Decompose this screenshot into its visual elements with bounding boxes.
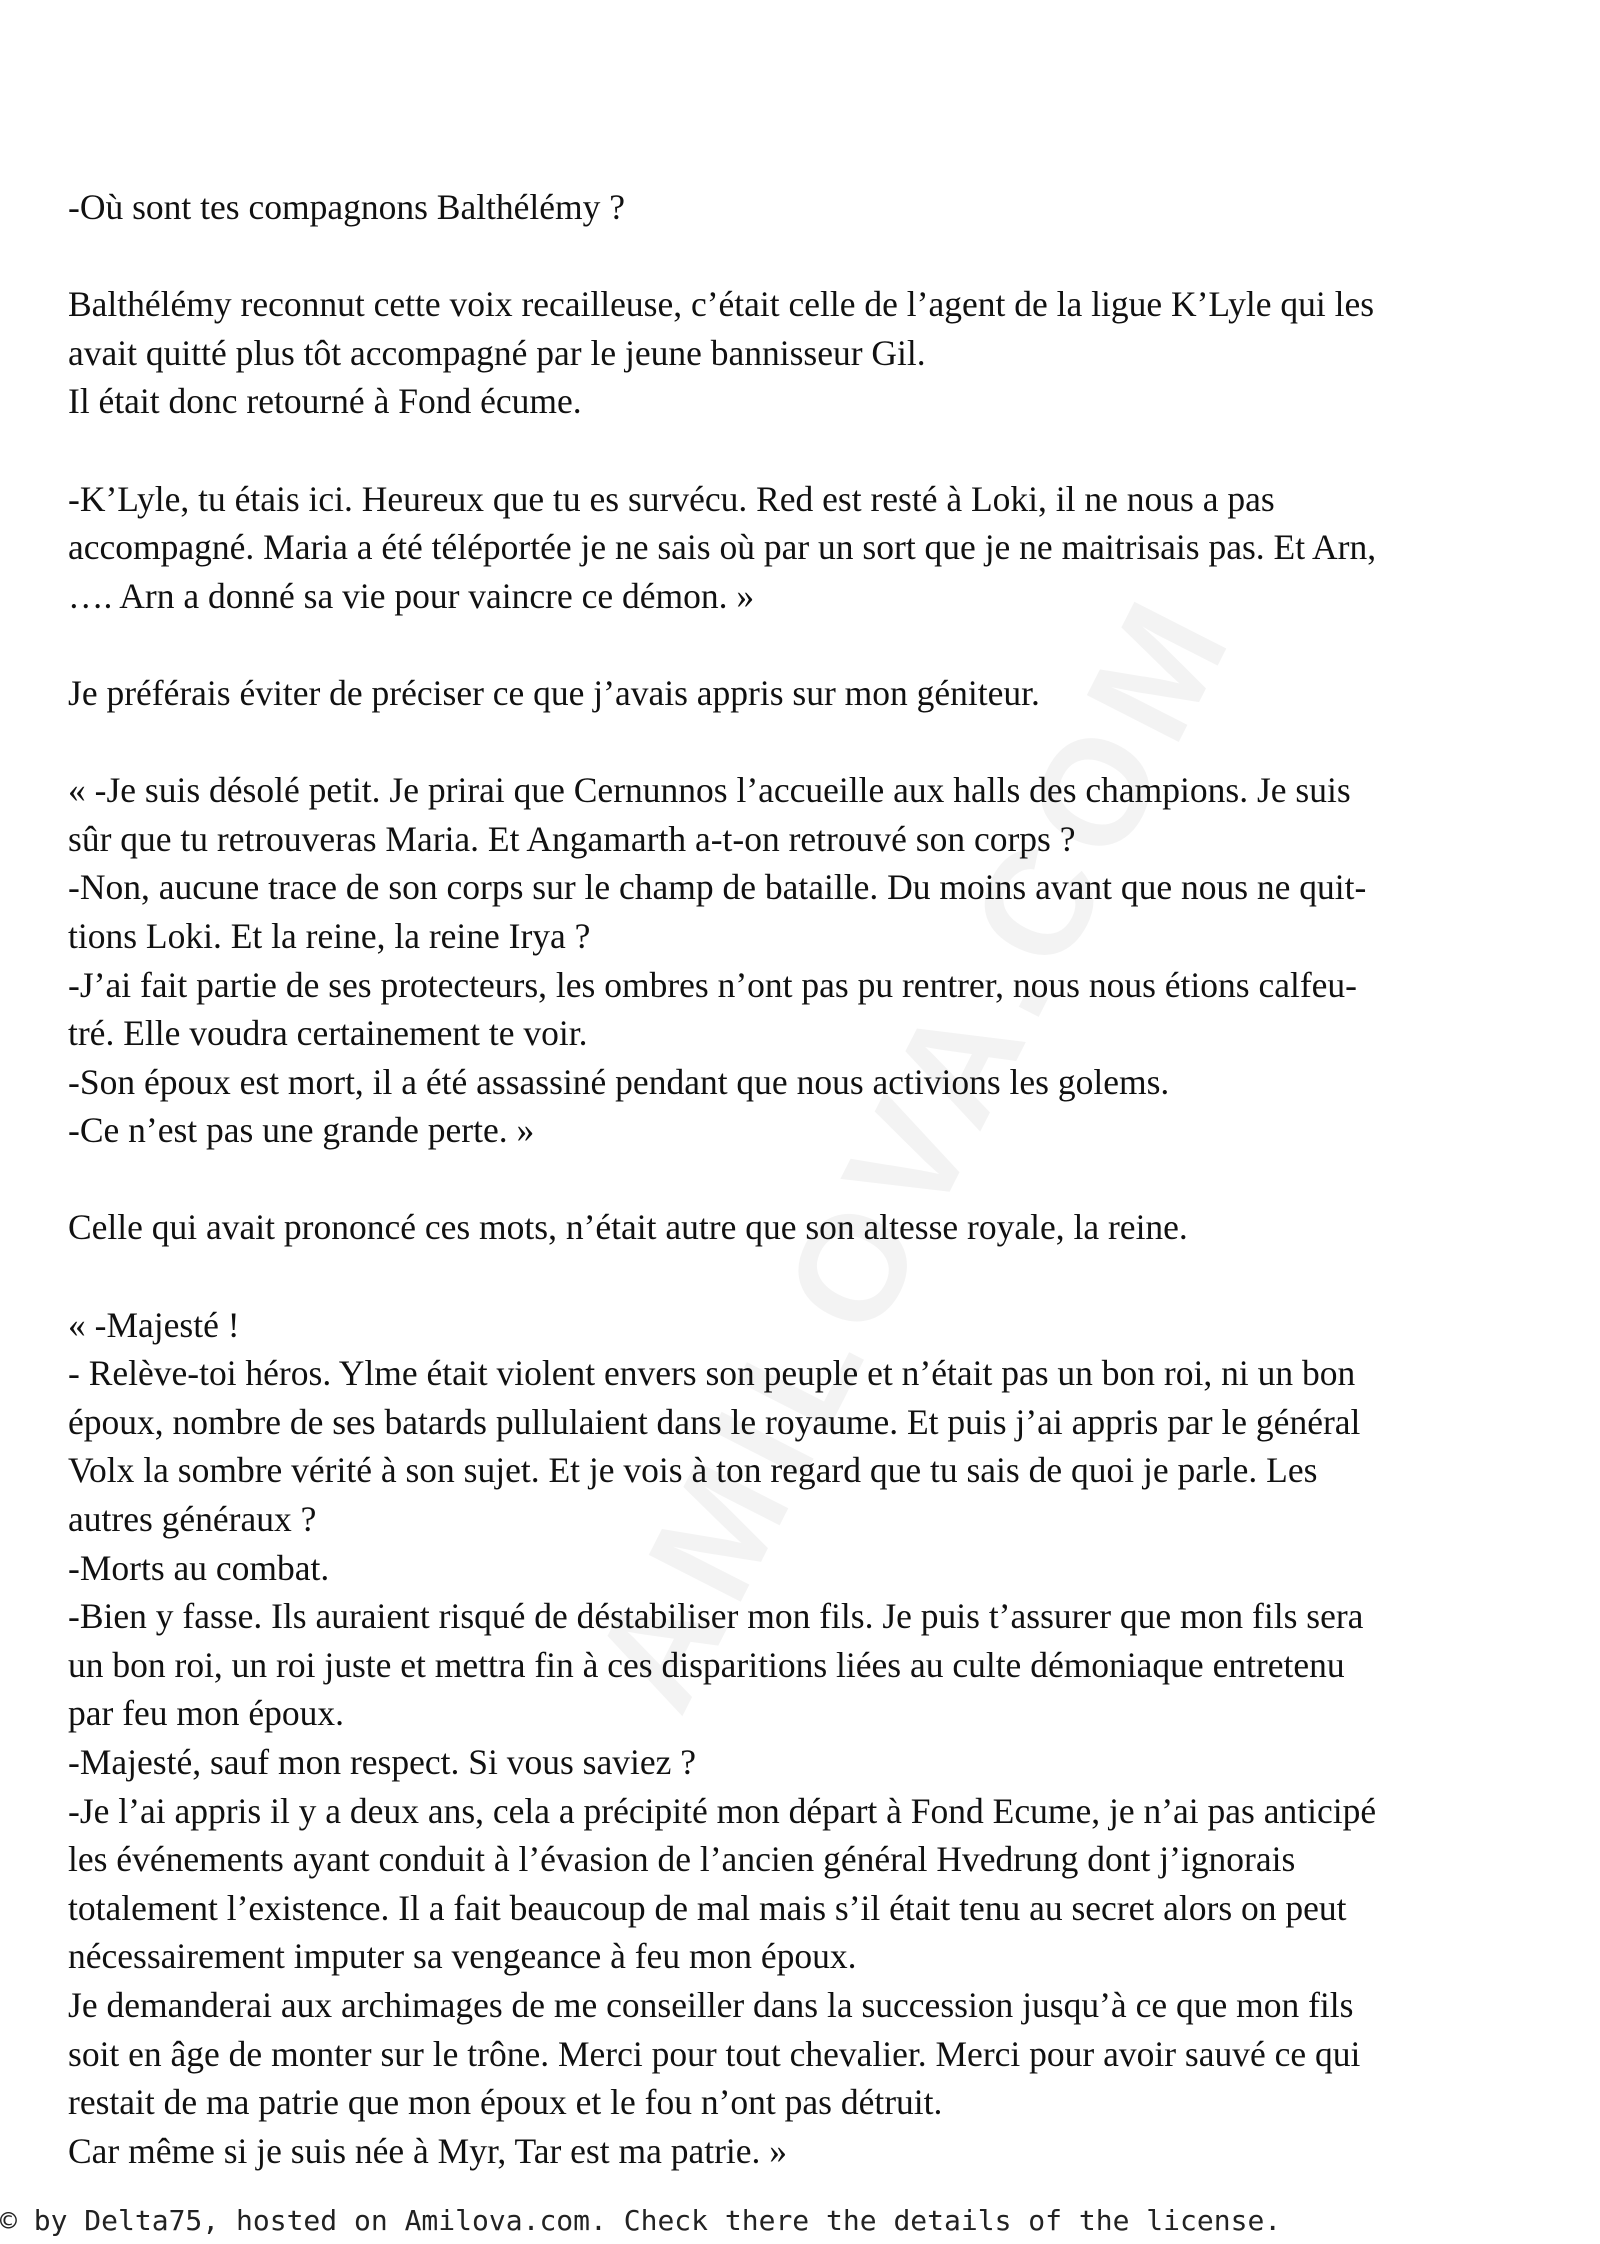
- text-line: soit en âge de monter sur le trône. Merci pour tout chevalier. Merci pour avoir sauvé ce qui: [68, 2033, 1361, 2074]
- text-line: Balthélémy reconnut cette voix recailleuse, c’était celle de l’agent de la ligue K’Lyle qui les: [68, 284, 1375, 325]
- text-line: -J’ai fait partie de ses protecteurs, les ombres n’ont pas pu rentrer, nous nous étions calfeu-: [68, 964, 1357, 1005]
- text-line: -Ce n’est pas une grande perte. »: [68, 1110, 535, 1151]
- text-line: -Majesté, sauf mon respect. Si vous saviez ?: [68, 1742, 696, 1782]
- text-line: avait quitté plus tôt accompagné par le jeune bannisseur Gil.: [68, 332, 926, 373]
- text-line: Je demanderai aux archimages de me conseiller dans la succession jusqu’à ce que mon fils: [68, 1984, 1354, 2025]
- text-line: Il était donc retourné à Fond écume.: [68, 381, 582, 422]
- text-line: totalement l’existence. Il a fait beaucoup de mal mais s’il était tenu au secret alors on peut: [68, 1887, 1347, 1928]
- text-line: -Bien y fasse. Ils auraient risqué de déstabiliser mon fils. Je puis t’assurer que mon fils sera: [68, 1596, 1364, 1637]
- paragraph: [68, 669, 1568, 718]
- document-body: [68, 183, 1568, 2175]
- license-footer: © by Delta75, hosted on Amilova.com. Check there the details of the license.: [0, 2204, 1282, 2237]
- text-line: époux, nombre de ses batards pullulaient dans le royaume. Et puis j’ai appris par le général: [68, 1401, 1361, 1442]
- text-line: sûr que tu retrouveras Maria. Et Angamarth a-t-on retrouvé son corps ?: [68, 818, 1076, 859]
- text-line: les événements ayant conduit à l’évasion de l’ancien général Hvedrung dont j’ignorais: [68, 1839, 1296, 1880]
- text-line: - Relève-toi héros. Ylme était violent envers son peuple et n’était pas un bon roi, ni un bon: [68, 1353, 1356, 1394]
- text-line: -Morts au combat.: [68, 1547, 330, 1588]
- text-line: tré. Elle voudra certainement te voir.: [68, 1013, 588, 1054]
- text-line: Je préférais éviter de préciser ce que j’avais appris sur mon géniteur.: [68, 672, 1040, 713]
- text-line: -Non, aucune trace de son corps sur le champ de bataille. Du moins avant que nous ne quit-: [68, 867, 1367, 908]
- text-line: …. Arn a donné sa vie pour vaincre ce démon. »: [68, 575, 755, 616]
- text-line: un bon roi, un roi juste et mettra fin à ces disparitions liées au culte démoniaque entretenu: [68, 1644, 1345, 1685]
- text-line: Volx la sombre vérité à son sujet. Et je vois à ton regard que tu sais de quoi je parle. Les: [68, 1450, 1318, 1491]
- text-line: « -Je suis désolé petit. Je prirai que Cernunnos l’accueille aux halls des champions. Je suis: [68, 770, 1351, 811]
- text-line: -K’Lyle, tu étais ici. Heureux que tu es survécu. Red est resté à Loki, il ne nous a pas: [68, 478, 1275, 519]
- text-line: accompagné. Maria a été téléportée je ne sais où par un sort que je ne maitrisais pas. Et Arn,: [68, 527, 1377, 568]
- text-line: tions Loki. Et la reine, la reine Irya ?: [68, 915, 591, 956]
- text-line: « -Majesté !: [68, 1304, 240, 1345]
- text-line: -Je l’ai appris il y a deux ans, cela a précipité mon départ à Fond Ecume, je n’ai pas anticipé: [68, 1790, 1377, 1831]
- paragraph: [68, 475, 1568, 621]
- text-line: autres généraux ?: [68, 1499, 317, 1540]
- text-line: nécessairement imputer sa vengeance à feu mon époux.: [68, 1936, 857, 1977]
- text-line: -Où sont tes compagnons Balthélémy ?: [68, 187, 626, 227]
- paragraph: [68, 1301, 1568, 2176]
- paragraph: [68, 183, 1568, 232]
- text-line: restait de ma patrie que mon époux et le fou n’ont pas détruit.: [68, 2082, 943, 2123]
- paragraph: [68, 766, 1568, 1155]
- text-line: Car même si je suis née à Myr, Tar est ma patrie. »: [68, 2130, 788, 2171]
- text-line: Celle qui avait prononcé ces mots, n’était autre que son altesse royale, la reine.: [68, 1207, 1188, 1248]
- paragraph: [68, 1203, 1568, 1252]
- paragraph: [68, 280, 1568, 426]
- text-line: par feu mon époux.: [68, 1693, 345, 1734]
- text-line: -Son époux est mort, il a été assassiné pendant que nous activions les golems.: [68, 1061, 1170, 1102]
